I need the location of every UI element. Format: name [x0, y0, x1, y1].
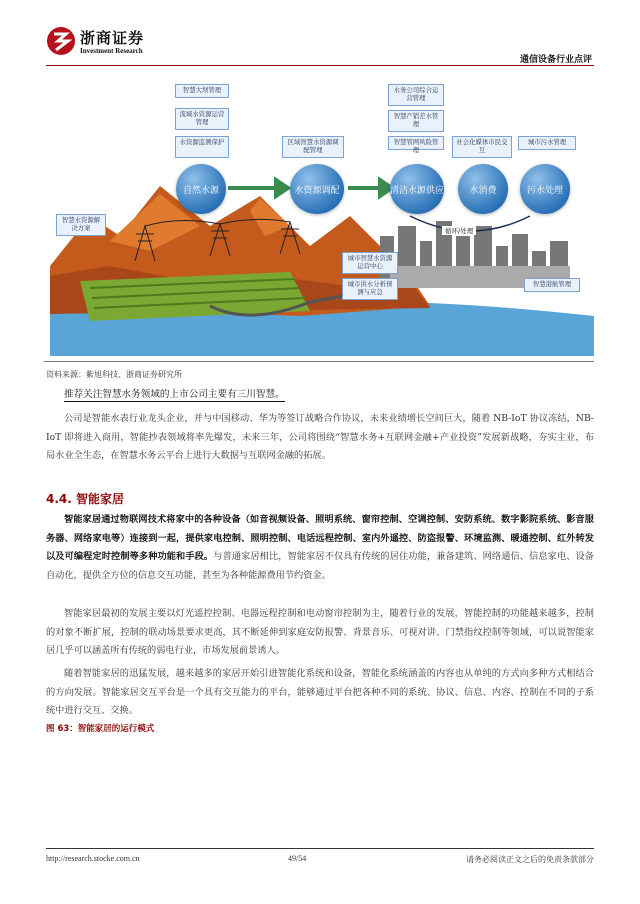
box-flood-forecast: 城市洪水分析预测与应急	[342, 278, 398, 300]
box-nrw-management: 智慧产销差水管理	[388, 110, 444, 132]
box-left-solution: 智慧水资源解决方案	[56, 214, 106, 236]
box-region-allocation: 区域智慧水资源调配管理	[282, 136, 344, 158]
box-city-ops-center: 城市智慧水资源运营中心	[342, 252, 398, 274]
smart-home-intro	[46, 511, 594, 585]
figure-divider	[44, 361, 594, 362]
company-paragraph: 公司是智能水表行业龙头企业，并与中国移动、华为等签订战略合作协议，未来业绩增长空间巨大，随着 NB-IoT 协议冻结，NB-IoT 即将进入商用，智能抄表领域将率先爆发，未来三年，公司将围绕“智慧水务+互联网金融+产业投资”发展新战略，夯实主业，布局水业全生态，在智慧水务云平台上进行大数据与互联网金融的拓展。	[46, 413, 594, 461]
footer-disclaimer: 请务必阅读正文之后的免责条款部分	[466, 855, 594, 864]
bubble-clean-supply: 清洁水源供应	[390, 164, 444, 214]
figure-source: 资料来源：紫旭科技、浙商证券研究所	[46, 370, 182, 379]
smart-home-trend: 随着智能家居的迅猛发展，越来越多的家居开始引进智能化系统和设备，智能化系统涵盖的内容也从单纯的方式向多种方式相结合的方向发展。智能家居交互平台是一个具有交互能力的平台，能够通过平台把各种不同的系统、协议、信息、内容、控制在不同的子系统中进行交互、交换。	[46, 668, 594, 716]
logo-mark-icon	[46, 24, 76, 58]
bubble-natural-water: 自然水源	[176, 164, 226, 214]
smart-water-figure	[50, 76, 594, 356]
footer-divider	[46, 848, 594, 849]
intro-bold-text: 智能家居通过物联网技术将家中的各种设备（如音视频设备、照明系统、窗帘控制、空调控制、安防系统、数字影院系统、影音服务器、网络家电等）连接到一起，提供家电控制、照明控制、电话远程控制、室内外遥控、防盗报警、环境监测、暖通控制、红外转发以及可编程定时控制等多种功能和手段。	[46, 514, 594, 562]
box-basin-water: 流域水资源运营管理	[175, 108, 229, 130]
intro-rest-text: 与普通家居相比，智能家居不仅具有传统的居住功能，兼备建筑、网络通信、信息家电、设备自动化，提供全方位的信息交互功能，甚至为各种能源费用节约资金。	[46, 551, 594, 581]
logo-cn-text: 浙商证券	[80, 29, 145, 47]
box-social-media: 社会化媒体市民交互	[452, 136, 512, 158]
box-sewage-management: 城市污水管理	[518, 136, 576, 150]
footer-url[interactable]: http://research.stocke.com.cn	[46, 854, 140, 863]
header-divider	[46, 65, 594, 66]
logo-en-text: Investment Research	[80, 47, 143, 55]
page-number: 49/54	[288, 854, 307, 863]
bubble-water-allocation: 水资源调配	[290, 164, 344, 214]
page-header	[0, 0, 640, 72]
company-logo	[46, 24, 246, 64]
smart-home-development: 智能家居最初的发展主要以灯光遥控控制、电器远程控制和电动窗帘控制为主，随着行业的发展，智能控制的功能越来越多，控制的对象不断扩展，控制的联动场景要求更高，其不断延伸到家庭安防报警、背景音乐、可视对讲、门禁指纹控制等领域，可以说智能家居几乎可以涵盖所有传统的弱电行业，市场发展前景诱人。	[46, 608, 594, 656]
bubble-water-consumption: 水消费	[458, 164, 508, 214]
box-pipe-risk: 智慧管网风险管理	[388, 136, 444, 150]
box-smart-port: 智慧港航管理	[524, 278, 580, 292]
box-water-company: 水务公司综合运营管理	[388, 84, 444, 106]
box-water-monitor: 水资源监测保护	[175, 136, 229, 158]
landscape-illustration	[50, 76, 594, 356]
bubble-sewage: 污水处理	[520, 164, 570, 214]
figure-63-caption: 图 63：智能家居的运行模式	[46, 724, 155, 734]
section-title-smart-home: 4.4. 智能家居	[46, 492, 124, 506]
box-dam-management: 智慧大坝管理	[175, 84, 229, 98]
report-type: 通信设备行业点评	[519, 55, 592, 65]
recommendation-line: 推荐关注智慧水务领域的上市公司主要有三川智慧。	[64, 386, 285, 402]
loop-label: 循环/处理	[442, 226, 476, 235]
